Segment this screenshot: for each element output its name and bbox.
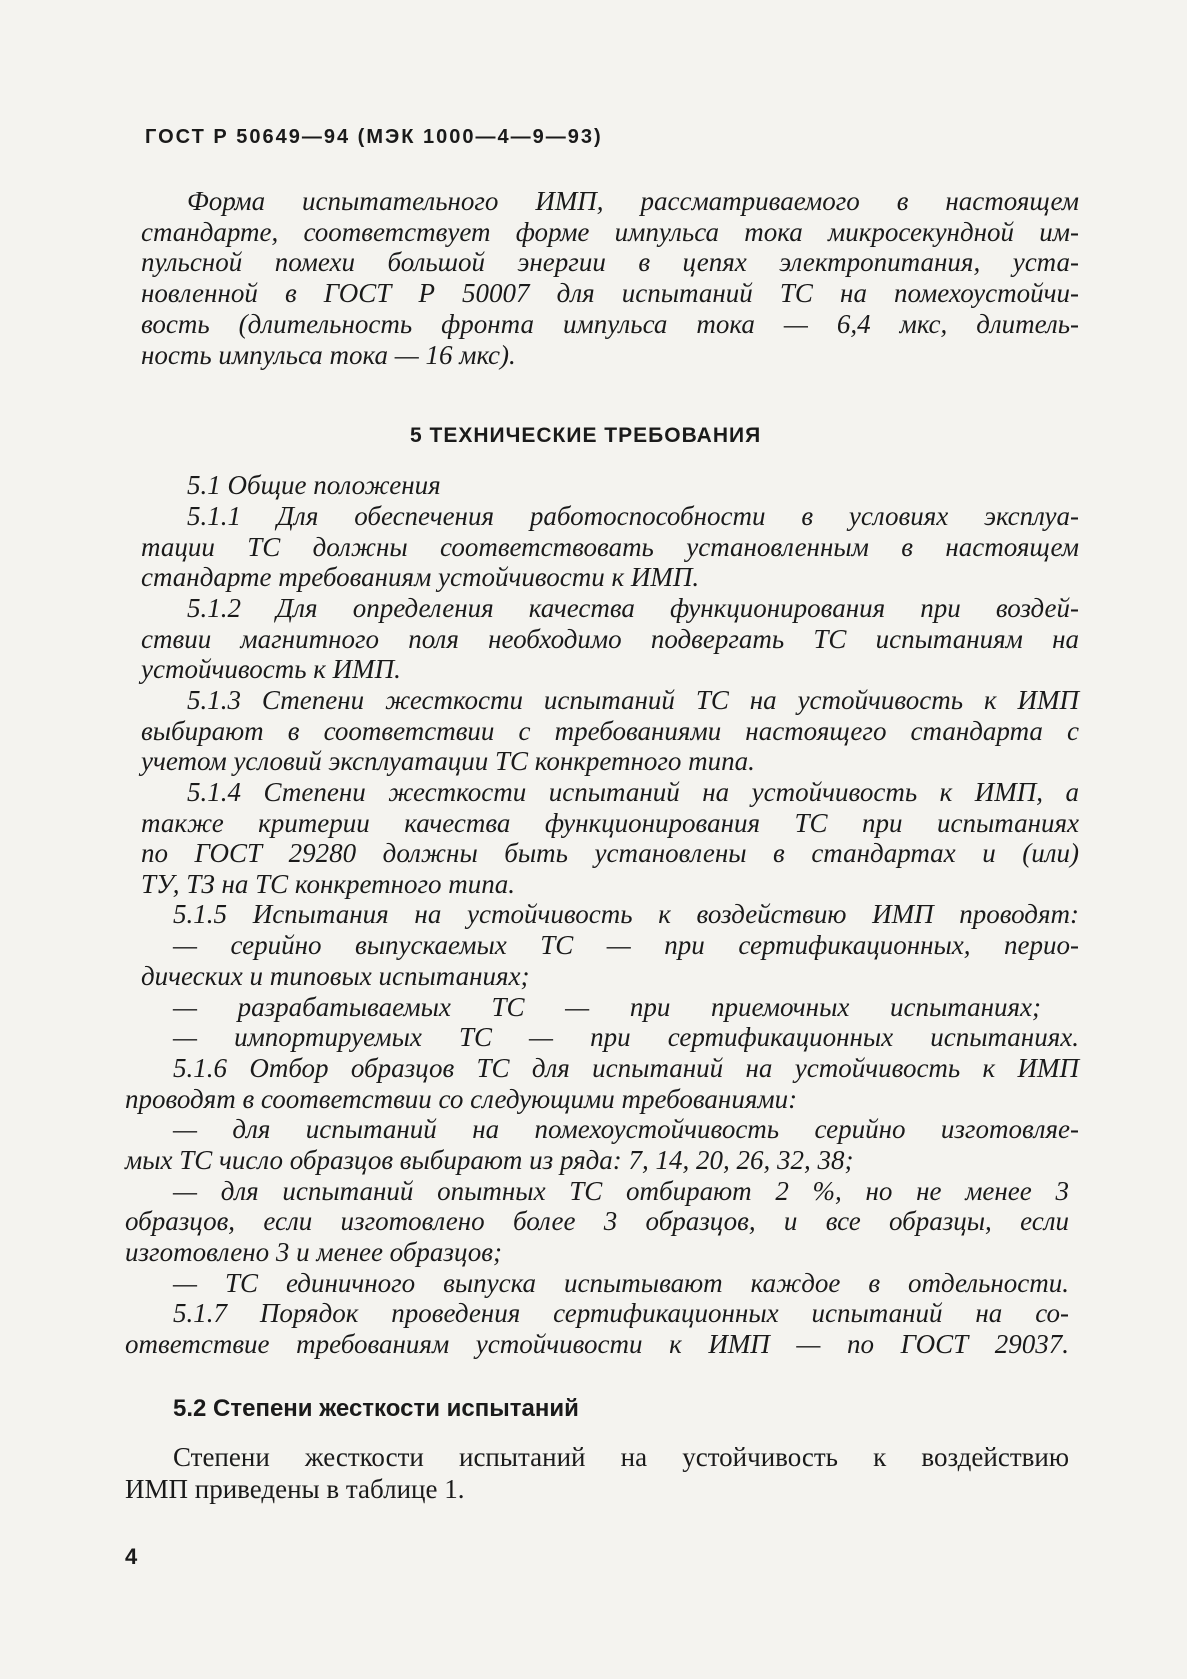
body-line: по ГОСТ 29280 должны быть установлены в стандартах и (или) [141,838,1079,868]
closing-line: ИМП приведены в таблице 1. [125,1474,465,1504]
section-title: 5 ТЕХНИЧЕСКИЕ ТРЕБОВАНИЯ [410,424,762,447]
body-line: тации ТС должны соответствовать установленным в настоящем [141,532,1079,562]
intro-line: стандарте, соответствует форме импульса тока микросекундной им- [141,217,1079,247]
body-line: дических и типовых испытаниях; [141,961,530,991]
body-line: — разрабатываемых ТС — при приемочных испытаниях; [173,992,1041,1022]
body-line: выбирают в соответствии с требованиями настоящего стандарта с [141,716,1079,746]
body-line: стандарте требованиям устойчивости к ИМП. [141,562,700,592]
body-line: образцов, если изготовлено более 3 образцов, и все образцы, если [125,1206,1069,1236]
intro-line: Форма испытательного ИМП, рассматриваемого в настоящем [187,186,1079,216]
body-line: также критерии качества функционирования ТС при испытаниях [141,808,1079,838]
intro-line: новленной в ГОСТ Р 50007 для испытаний ТС на помехоустойчи- [141,278,1079,308]
subsection-title: 5.2 Степени жесткости испытаний [173,1395,579,1422]
body-line: 5.1.6 Отбор образцов ТС для испытаний на устойчивость к ИМП [173,1053,1079,1083]
body-line: 5.1.1 Для обеспечения работоспособности в условиях эксплуа- [187,501,1079,531]
document-header: ГОСТ Р 50649—94 (МЭК 1000—4—9—93) [145,126,603,148]
body-line: проводят в соответствии со следующими требованиями: [125,1084,798,1114]
body-line: 5.1 Общие положения [187,470,441,500]
body-line: изготовлено 3 и менее образцов; [125,1237,502,1267]
body-line: устойчивость к ИМП. [141,654,401,684]
body-line: мых ТС число образцов выбирают из ряда: 7, 14, 20, 26, 32, 38; [125,1145,854,1175]
body-line: 5.1.4 Степени жесткости испытаний на устойчивость к ИМП, а [187,777,1079,807]
body-line: — импортируемых ТС — при сертификационных испытаниях. [173,1022,1079,1052]
body-line: 5.1.2 Для определения качества функционирования при воздей- [187,593,1079,623]
intro-line: вость (длительность фронта импульса тока — 6,4 мкс, длитель- [141,309,1079,339]
body-line: 5.1.5 Испытания на устойчивость к воздействию ИМП проводят: [173,899,1079,929]
body-line: 5.1.7 Порядок проведения сертификационных испытаний на со- [173,1298,1069,1328]
page-number: 4 [125,1544,138,1569]
body-line: ствии магнитного поля необходимо подвергать ТС испытаниям на [141,624,1079,654]
body-line: ТУ, ТЗ на ТС конкретного типа. [141,869,516,899]
body-line: — серийно выпускаемых ТС — при сертификационных, перио- [173,930,1079,960]
body-line: ответствие требованиям устойчивости к ИМП — по ГОСТ 29037. [125,1329,1069,1359]
body-line: — для испытаний на помехоустойчивость серийно изготовляе- [173,1114,1079,1144]
intro-line: пульсной помехи большой энергии в цепях электропитания, уста- [141,247,1079,277]
closing-line: Степени жесткости испытаний на устойчивость к воздействию [173,1442,1069,1472]
body-line: учетом условий эксплуатации ТС конкретного типа. [141,746,755,776]
intro-line: ность импульса тока — 16 мкс). [141,340,516,370]
body-line: — ТС единичного выпуска испытывают каждое в отдельности. [173,1268,1069,1298]
body-line: 5.1.3 Степени жесткости испытаний ТС на устойчивость к ИМП [187,685,1079,715]
body-line: — для испытаний опытных ТС отбирают 2 %, но не менее 3 [173,1176,1069,1206]
